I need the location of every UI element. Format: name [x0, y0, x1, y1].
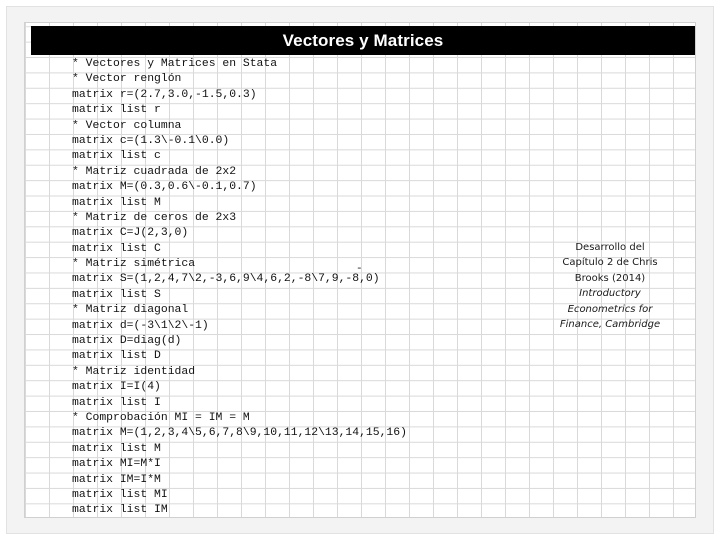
- code-line: * Matriz de ceros de 2x3: [72, 211, 237, 224]
- code-line: matrix c=(1.3\-0.1\0.0): [72, 134, 230, 147]
- code-line: matrix list IM: [72, 504, 168, 517]
- code-line: matrix C=J(2,3,0): [72, 227, 189, 240]
- slide-title: Vectores y Matrices: [282, 30, 444, 50]
- code-line: matrix list D: [72, 350, 161, 363]
- note-book-title: Econometrics for: [567, 303, 653, 315]
- code-line: matrix list I: [72, 396, 161, 409]
- code-line: matrix list r: [72, 104, 161, 117]
- code-line: matrix list C: [72, 242, 161, 255]
- code-line: matrix I=I(4): [72, 381, 161, 394]
- code-line: matrix d=(-3\1\2\-1): [72, 319, 209, 332]
- stata-code-block: [72, 57, 492, 519]
- code-line: * Comprobación MI = IM = M: [72, 411, 250, 424]
- code-line: matrix IM=I*M: [72, 473, 161, 486]
- code-line: matrix list M: [72, 442, 161, 455]
- code-line: matrix r=(2.7,3.0,-1.5,0.3): [72, 88, 257, 101]
- source-note: [548, 240, 672, 332]
- code-line: * Vector columna: [72, 119, 182, 132]
- title-bar: [31, 26, 695, 55]
- code-line: matrix S=(1,2,4,7\2,-3,6,9\4,6,2,-8\7,9,-8,0): [72, 273, 380, 286]
- note-line: Desarrollo del: [575, 242, 645, 253]
- code-line: matrix M=(1,2,3,4\5,6,7,8\9,10,11,12\13,14,15,16): [72, 427, 407, 440]
- note-book-title: Finance, Cambridge: [559, 319, 661, 331]
- code-line: * Matriz cuadrada de 2x2: [72, 165, 237, 178]
- code-line: matrix list c: [72, 150, 161, 163]
- code-line: * Vectores y Matrices en Stata: [72, 58, 278, 70]
- code-line: * Matriz simétrica: [72, 258, 196, 271]
- code-line: matrix M=(0.3,0.6\-0.1,0.7): [72, 181, 257, 194]
- code-line: matrix MI=M*I: [72, 458, 161, 471]
- code-line: * Matriz identidad: [72, 365, 196, 378]
- note-book-title: Introductory: [579, 288, 641, 300]
- note-line: Brooks (2014): [574, 272, 646, 284]
- code-line: matrix list M: [72, 196, 161, 209]
- code-line: * Matriz diagonal: [72, 304, 189, 317]
- stray-mark: -: [356, 263, 363, 275]
- code-line: * Vector renglón: [72, 73, 182, 86]
- note-line: Capítulo 2 de Chris: [562, 257, 658, 269]
- code-line: matrix D=diag(d): [72, 335, 182, 348]
- code-line: matrix list MI: [72, 488, 168, 501]
- code-line: matrix list S: [72, 288, 161, 301]
